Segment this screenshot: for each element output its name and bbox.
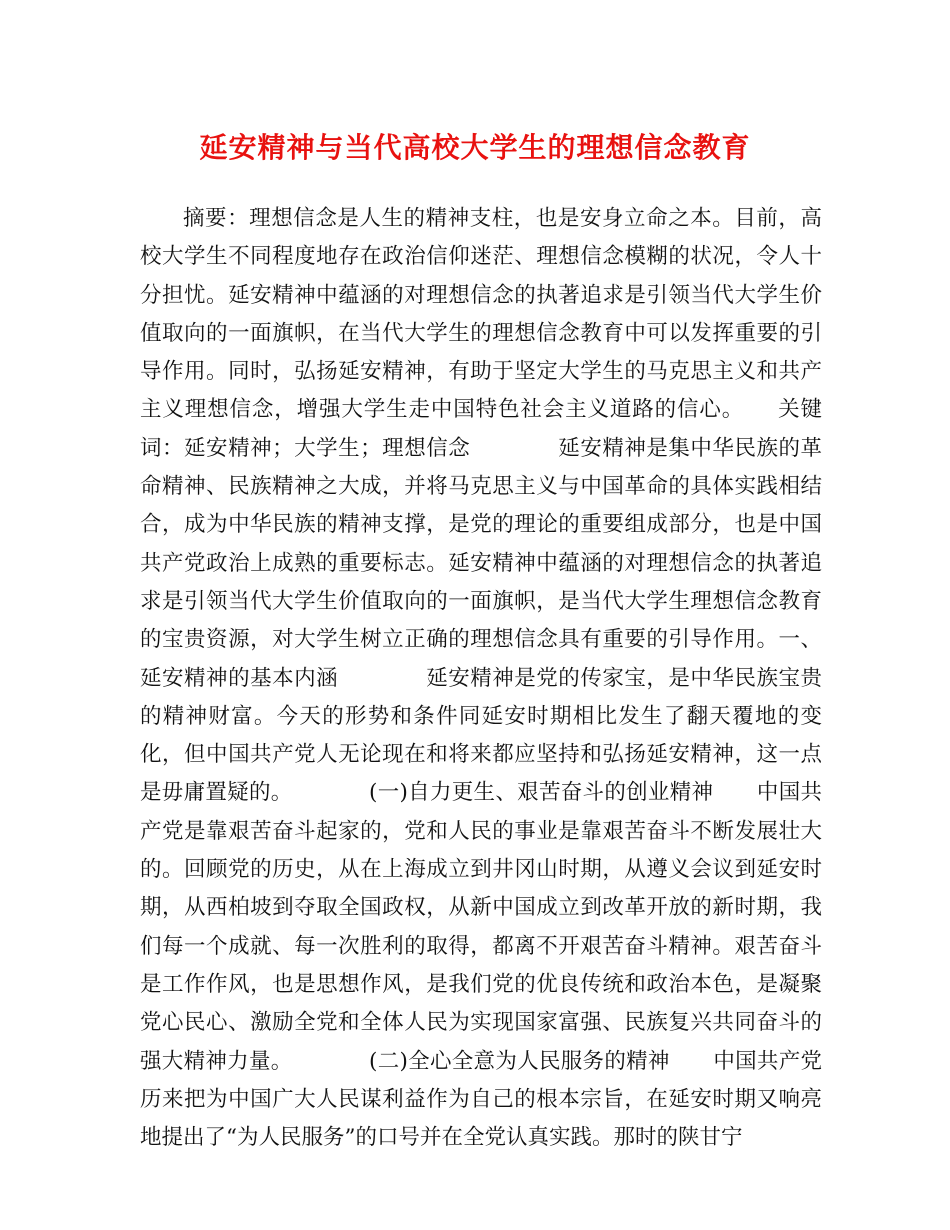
document-body: 摘要：理想信念是人生的精神支柱，也是安身立命之本。目前，高校大学生不同程度地存在政治信仰迷茫、理想信念模糊的状况，令人十分担忧。延安精神中蕴涵的对理想信念的执著追求是引领当代大学生价值取向的一面旗帜，在当代大学生的理想信念教育中可以发挥重要的引导作用。同时，弘扬延安精神，有助于坚定大学生的马克思主义和共产主义理想信念，增强大学生走中国特色社会主义道路的信心。 关键词：延安精神；大学生；理想信念 延安精神是集中华民族的革命精神、民族精神之大成，并将马克思主义与中国革命的具体实践相结合，成为中华民族的精神支撑，是党的理论的重要组成部分，也是中国共产党政治上成熟的重要标志。延安精神中蕴涵的对理想信念的执著追求是引领当代大学生价值取向的一面旗帜，是当代大学生理想信念教育的宝贵资源，对大学生树立正确的理想信念具有重要的引导作用。一、延安精神的基本内涵 延安精神是党的传家宝，是中华民族宝贵的精神财富。今天的形势和条件同延安时期相比发生了翻天覆地的变化，但中国共产党人无论现在和将来都应坚持和弘扬延安精神，这一点是毋庸置疑的。 (一)自力更生、艰苦奋斗的创业精神 中国共产党是靠艰苦奋斗起家的，党和人民的事业是靠艰苦奋斗不断发展壮大的。回顾党的历史，从在上海成立到井冈山时期，从遵义会议到延安时期，从西柏坡到夺取全国政权，从新中国成立到改革开放的新时期，我们每一个成就、每一次胜利的取得，都离不开艰苦奋斗精神。艰苦奋斗是工作作风，也是思想作风，是我们党的优良传统和政治本色，是凝聚党心民心、激励全党和全体人民为实现国家富强、民族复兴共同奋斗的强大精神力量。 (二)全心全意为人民服务的精神 中国共产党历来把为中国广大人民谋利益作为自己的根本宗旨，在延安时期又响亮地提出了“为人民服务”的口号并在全党认真实践。那时的陕甘宁 xyxy=(140,206,822,1151)
document-title: 延安精神与当代高校大学生的理想信念教育 xyxy=(199,131,751,164)
